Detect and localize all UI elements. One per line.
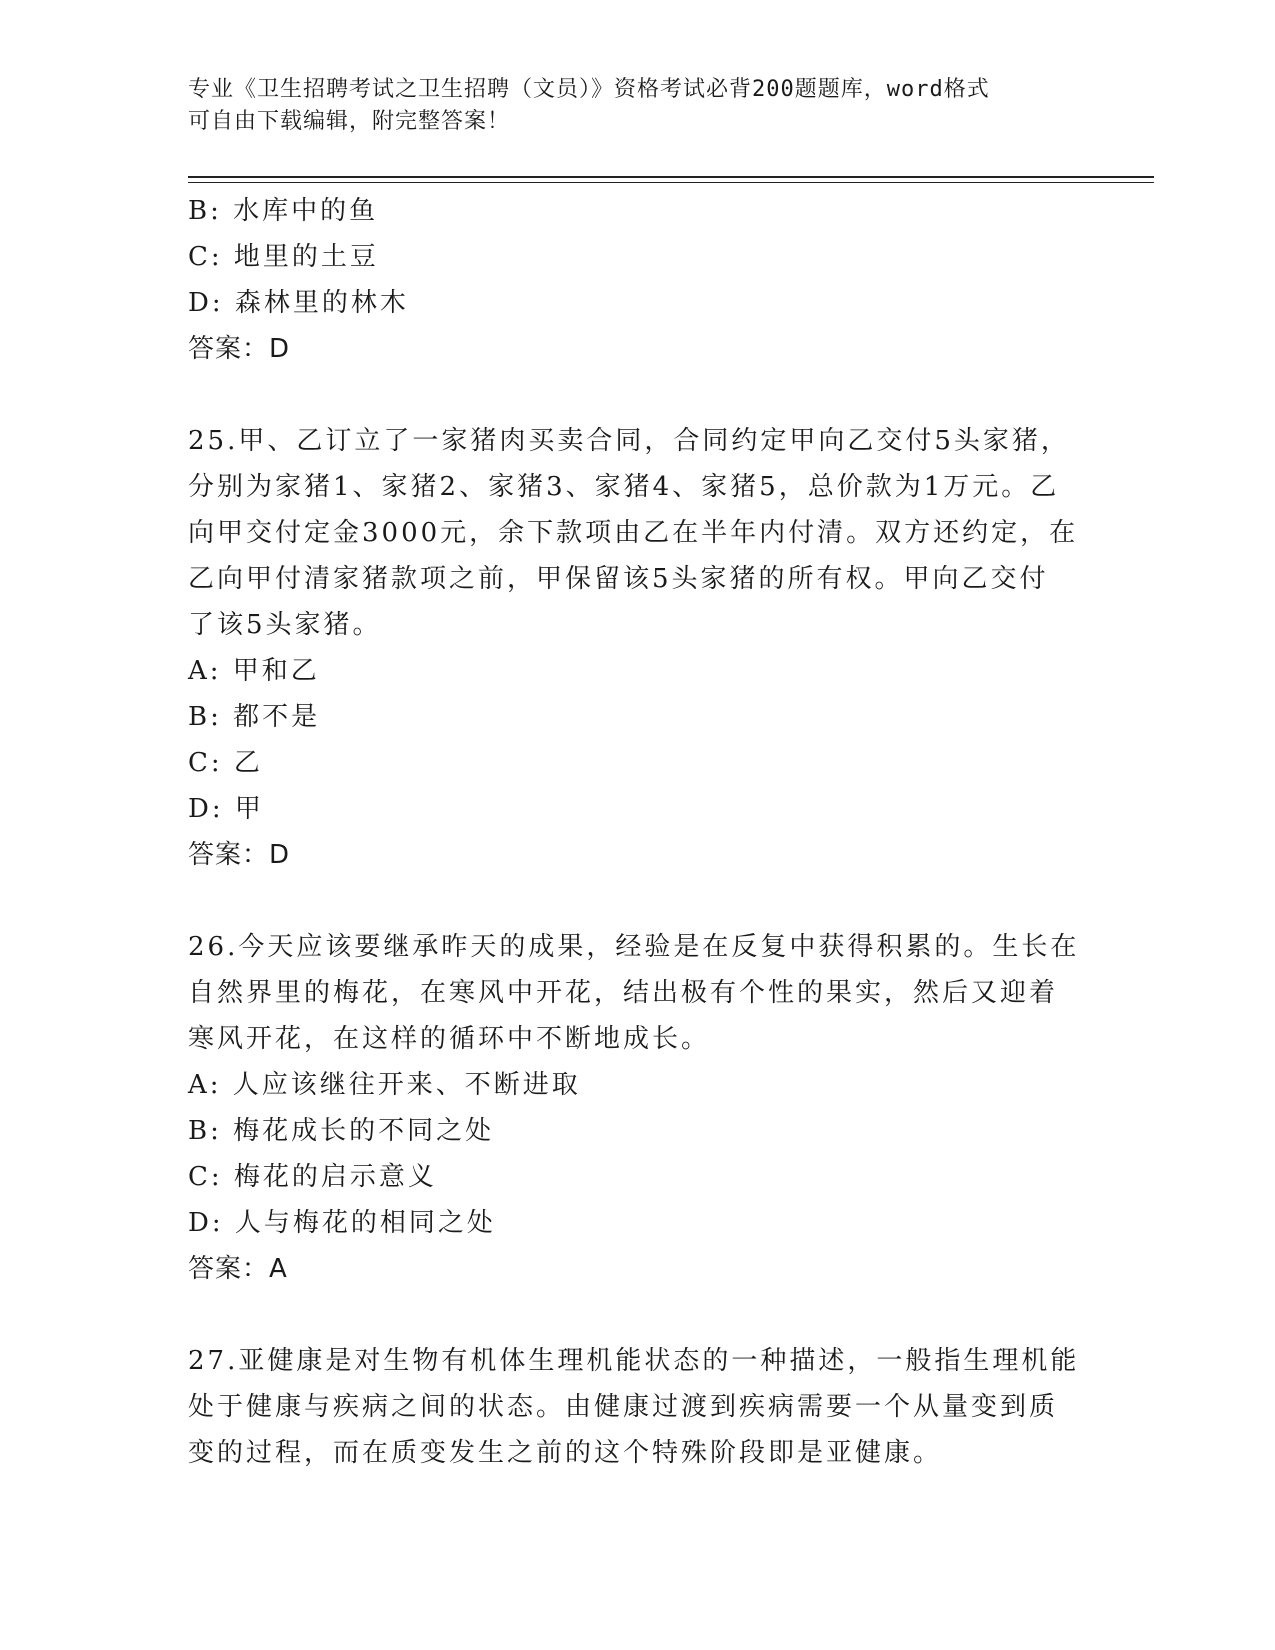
question-text-line: 寒风开花，在这样的循环中不断地成长。 [188, 1024, 711, 1054]
question-text-line: 27.亚健康是对生物有机体生理机能状态的一种描述，一般指生理机能 [188, 1346, 1080, 1376]
question-text-line: 25.甲、乙订立了一家猪肉买卖合同，合同约定甲向乙交付5头家猪， [188, 426, 1070, 456]
question-text-line: 乙向甲付清家猪款项之前，甲保留该5头家猪的所有权。甲向乙交付 [188, 564, 1049, 594]
header-rule-thin [188, 182, 1154, 183]
option-d: D: 森林里的林木 [188, 288, 409, 318]
header-line-2: 可自由下载编辑，附完整答案！ [188, 109, 511, 134]
option-b: B: 梅花成长的不同之处 [188, 1116, 495, 1146]
question-25 [188, 418, 1088, 878]
question-text-line: 26.今天应该要继承昨天的成果，经验是在反复中获得积累的。生长在 [188, 932, 1080, 962]
option-b: B: 水库中的鱼 [188, 196, 379, 226]
header-rule-thick [188, 176, 1154, 178]
question-text-line: 自然界里的梅花，在寒风中开花，结出极有个性的果实，然后又迎着 [188, 978, 1059, 1008]
option-d: D: 甲 [188, 794, 264, 824]
answer-line: 答案：A [188, 1254, 288, 1284]
option-d: D: 人与梅花的相同之处 [188, 1208, 496, 1238]
option-c: C: 乙 [188, 748, 263, 778]
question-text-line: 分别为家猪1、家猪2、家猪3、家猪4、家猪5，总价款为1万元。乙 [188, 472, 1060, 502]
prev-question-block [188, 188, 1088, 372]
document-body [188, 188, 1088, 1476]
answer-line: 答案：D [188, 334, 291, 364]
answer-line: 答案：D [188, 840, 291, 870]
question-text-line: 向甲交付定金3000元，余下款项由乙在半年内付清。双方还约定，在 [188, 518, 1079, 548]
option-a: A: 甲和乙 [188, 656, 320, 686]
document-header [188, 74, 1088, 138]
question-26 [188, 924, 1088, 1292]
header-line-1: 专业《卫生招聘考试之卫生招聘（文员）》资格考试必背200题题库，word格式 [188, 77, 990, 102]
option-c: C: 梅花的启示意义 [188, 1162, 437, 1192]
question-text-line: 变的过程，而在质变发生之前的这个特殊阶段即是亚健康。 [188, 1438, 943, 1468]
option-a: A: 人应该继往开来、不断进取 [188, 1070, 581, 1100]
option-b: B: 都不是 [188, 702, 321, 732]
option-c: C: 地里的土豆 [188, 242, 379, 272]
question-text-line: 处于健康与疾病之间的状态。由健康过渡到疾病需要一个从量变到质 [188, 1392, 1059, 1422]
question-text-line: 了该5头家猪。 [188, 610, 382, 640]
question-27 [188, 1338, 1088, 1476]
